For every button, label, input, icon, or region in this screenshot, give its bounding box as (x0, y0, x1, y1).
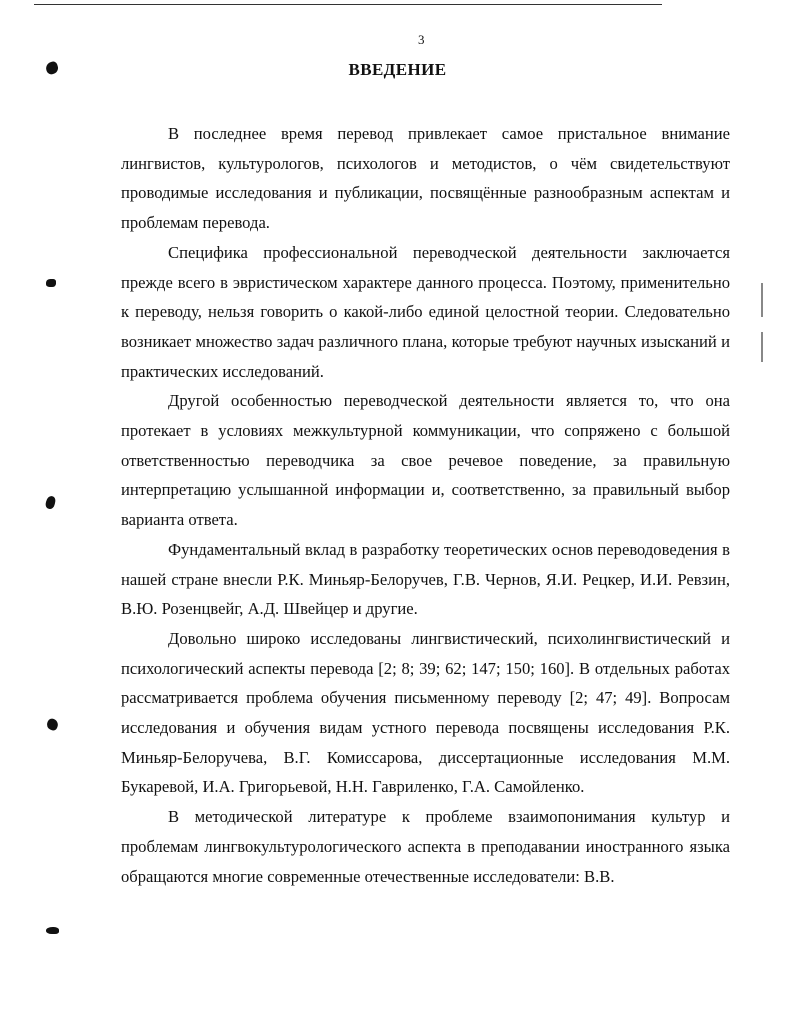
punch-mark (46, 279, 56, 287)
punch-mark (46, 927, 59, 934)
paragraph: Другой особенностью переводческой деятельности является то, что она протекает в условиях межкультурной коммуникации, что сопряжено с большой ответственностью переводчика за свое речевое поведение, за правильную интерпретацию услышанной информации и, соответственно, за правильный выбор варианта ответа. (121, 391, 730, 530)
paragraph: Фундаментальный вклад в разработку теоретических основ переводоведения в нашей стране внесли Р.К. Миньяр-Белоручев, Г.В. Чернов, Я.И. Рецкер, И.И. Ревзин, В.Ю. Розенцвейг, А.Д. Швейцер и другие. (121, 539, 730, 619)
scan-speck (761, 332, 763, 362)
page-number: 3 (418, 32, 425, 47)
page-title: ВВЕДЕНИЕ (348, 60, 447, 79)
paragraph: В последнее время перевод привлекает самое пристальное внимание лингвистов, культурологов, психологов и методистов, о чём свидетельствуют проводимые исследования и публикации, посвящённые разнообразным аспектам и проблемам перевода. (121, 124, 730, 233)
paragraph: Довольно широко исследованы лингвистический, психолингвистический и психологический аспекты перевода [2; 8; 39; 62; 147; 150; 160]. В отдельных работах рассматривается проблема обучения письменному переводу [2; 47; 49]. Вопросам исследования и обучения видам устного перевода посвящены исследования Р.К. Миньяр-Белоручева, В.Г. Комиссарова, диссертационные исследования М.М. Букаревой, И.А. Григорьевой, Н.Н. Гавриленко, Г.А. Самойленко. (121, 628, 730, 797)
top-rule (34, 4, 662, 5)
punch-mark (45, 717, 60, 732)
body-text (121, 119, 730, 891)
paragraph: Специфика профессиональной переводческой деятельности заключается прежде всего в эвристическом характере данного процесса. Поэтому, применительно к переводу, нельзя говорить о какой-либо единой целостной теории. Следовательно возникает множество задач различного плана, которые требуют научных изысканий и практических исследований. (121, 242, 730, 381)
scan-speck (761, 283, 763, 317)
paragraph: В методической литературе к проблеме взаимопонимания культур и проблемам лингвокультурологического аспекта в преподавании иностранного языка обращаются многие современные отечественные исследователи: В.В. (121, 807, 730, 886)
punch-mark (45, 495, 57, 510)
